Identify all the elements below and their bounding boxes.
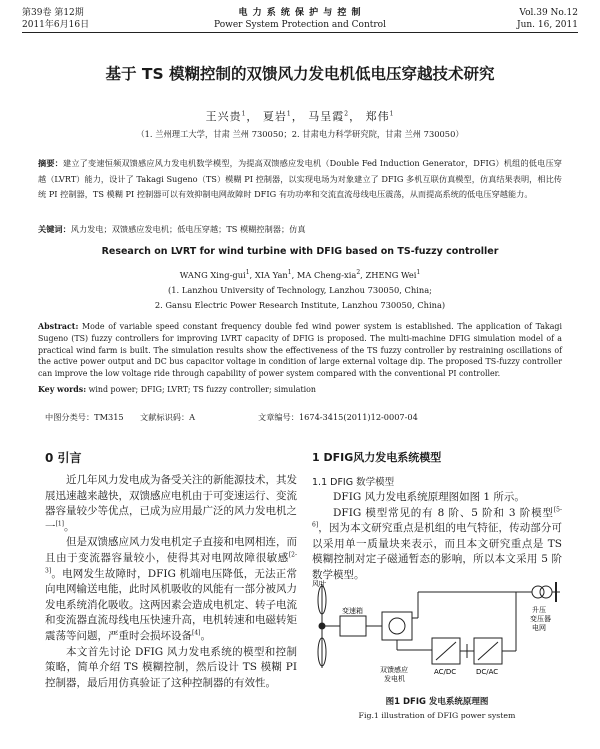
figure-label-dfig-1: 双馈感应 <box>380 666 408 674</box>
affiliation-en-1: (1. Lanzhou University of Technology, Lanzhou 730050, China; <box>168 285 432 295</box>
figure-label-gearbox: 变速箱 <box>342 607 363 615</box>
header-date: 2011年6月16日 <box>22 20 90 30</box>
header-date-en: Jun. 16, 2011 <box>516 20 578 30</box>
figure-label-dfig-2: 发电机 <box>384 675 405 683</box>
title-en: Research on LVRT for wind turbine with DFIG based on TS-fuzzy controller <box>101 246 499 257</box>
header-volume: 第39卷 第12期 <box>22 8 84 18</box>
figure-label-grid-2: 变压器 <box>530 615 551 623</box>
header-vol-en: Vol.39 No.12 <box>519 8 578 18</box>
figure-caption-en: Fig.1 illustration of DFIG power system <box>358 711 516 720</box>
wind-turbine-icon <box>318 584 326 668</box>
subsection-1-1-heading: 1.1 DFIG 数学模型 <box>312 477 395 488</box>
abstract-cn-label: 摘要： <box>38 158 63 168</box>
figure-label-wind: 风叶 <box>312 580 326 588</box>
affiliation-en-2: 2. Gansu Electric Power Research Institute, Lanzhou 730050, China) <box>154 300 446 310</box>
generator-icon <box>382 612 412 640</box>
authors-cn: 王兴贵$^1$， 夏岩$^1$， 马呈霞$^2$， 郑伟$^1$ <box>205 110 395 123</box>
section-0-body <box>45 473 297 691</box>
authors-en: WANG Xing-gui$^1$, XIA Yan$^1$, MA Cheng-xia$^2$, ZHENG Wei$^1$ <box>179 269 421 280</box>
keywords-en: Key words: wind power; DFIG; LVRT; TS fuzzy controller; simulation <box>38 385 317 394</box>
journal-name-cn: 电 力 系 统 保 护 与 控 制 <box>238 8 362 18</box>
abstract-cn <box>38 156 562 203</box>
figure-label-dcac: DC/AC <box>476 668 499 676</box>
model-paragraph-1: DFIG 风力发电系统原理图如图 1 所示。 <box>333 491 525 503</box>
abstract-en: Abstract: Mode of variable speed constant frequency double fed wind power system is established. The application of Takagi Sugeno (TS) fuzzy controllers for improving LVRT capacity of DFIG is proposed. The multi-machine DFIG simulation model of a practical wind farm is built. The simulation results show the effectiveness of the TS fuzzy controller by restraining oscillations of the active power output and DC bus capacitor voltage in condition of large external voltage dip. The proposed TS-fuzzy controller can improve the low voltage ride through capability of power system compared with the conventional PI controller. <box>38 322 562 379</box>
section-1-heading: 1 DFIG风力发电系统模型 <box>312 451 442 464</box>
intro-paragraph-2: 但是双馈感应风力发电机定子直接和电网相连，而且由于变流器容量较小，使得其对电网故障很敏感[2-3]。电网发生故障时，DFIG 机端电压降低，无法正常向电网输送电能，此时风机吸收的风能有一部分被风力发电系统消化吸收。这两因素会造成电机定、转子电流和变流器直流母线电压快速升高，电机转速和电磁转矩震荡等问题，严重时会损坏设备[4]。 <box>45 536 297 642</box>
transformer-icon <box>516 582 560 602</box>
section-0-heading: 0 引言 <box>45 451 82 465</box>
dfig-system-diagram <box>310 578 565 688</box>
intro-paragraph-1: 近几年风力发电成为备受关注的新能源技术，其发展迅速越来越快，双馈感应电机由于可变速运行、变流器容量较少等优点，已成为应用最广泛的风力发电机之一[1]。 <box>45 474 297 533</box>
affiliation-cn: （1. 兰州理工大学，甘肃 兰州 730050；2. 甘肃电力科学研究院，甘肃 兰州 730050） <box>136 129 464 139</box>
article-number: 文章编号：1674-3415(2011)12-0007-04 <box>258 412 418 422</box>
figure-label-grid-1: 升压 <box>532 606 546 614</box>
figure-label-grid-3: 电网 <box>532 624 546 632</box>
figure-caption-cn: 图1 DFIG 发电系统原理图 <box>385 697 489 707</box>
figure-label-acdc: AC/DC <box>434 668 457 676</box>
document-code: 文献标识码：A <box>140 412 196 422</box>
abstract-cn-text: 建立了变速恒频双馈感应风力发电机数学模型，为提高双馈感应发电机（Double Fed Induction Generator，DFIG）机组的低电压穿越（LVRT）能力，设计了 Takagi Sugeno（TS）模糊 PI 控制器，以实现电场为对象建立了 DFIG 多机互联仿真模型，仿真结果表明，相比传统 PI 控制器，TS 模糊 PI 控制器可以有效抑制电网故障时 DFIG 有功功率和交流直流母线电压震荡，从而提高系统的低电压穿越能力。 <box>38 158 562 199</box>
gearbox-block <box>340 616 366 636</box>
clc-number: 中图分类号：TM315 <box>45 412 124 422</box>
intro-paragraph-3: 本文首先讨论 DFIG 风力发电系统的模型和控制策略，简单介绍 TS 模糊控制，然后设计 TS 模糊 PI 控制器，最后用仿真验证了这种控制器的有效性。 <box>45 645 297 689</box>
page-title: 基于 TS 模糊控制的双馈风力发电机低电压穿越技术研究 <box>105 65 495 83</box>
journal-name-en: Power System Protection and Control <box>214 20 386 30</box>
model-paragraph-2: DFIG 模型常见的有 8 阶、5 阶和 3 阶模型[5-6]，因为本文研究重点是机组的电气特征，传动部分可以采用单一质量块来表示，而且本文研究重点是 TS 模糊控制对定子磁通暂态的影响，所以本文采用 5 阶数学模型。 <box>312 506 562 581</box>
keywords-cn: 关键词：风力发电；双馈感应发电机；低电压穿越；TS 模糊控制器；仿真 <box>38 224 306 234</box>
header-rule <box>22 32 578 33</box>
section-1-body <box>312 490 562 584</box>
